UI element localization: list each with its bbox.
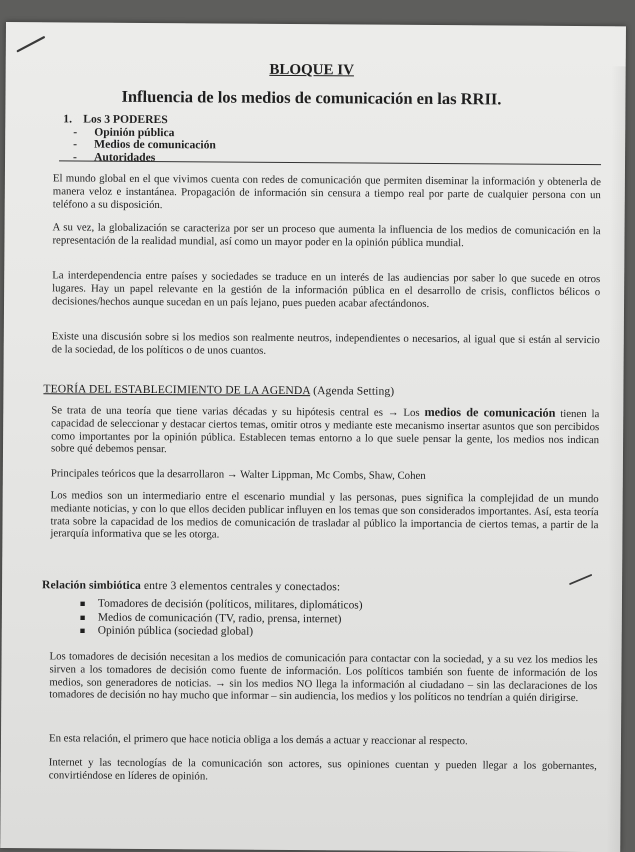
list-item: ■ Medios de comunicación (TV, radio, prensa, internet) [79, 611, 342, 625]
list-item: ■ Opinión pública (sociedad global) [79, 624, 254, 638]
symbiotic-paragraph-1: Los tomadores de decisión necesitan a los medios de comunicación para contactar con la sociedad, y a su vez los medios les sirven a los tomadores de decisión como fuente de información. Los políticos también son fuente de información de los medios, son generadores de noticias. → sin los medios NO llega la información al ciudadano – sin las declaraciones de los tomadores de decisión no hay mucho que informar – sin audiencia, los medios y los políticos no tendrían a quién dirigirse. [49, 650, 598, 705]
list-item: - Autoridades [73, 150, 156, 164]
poderes-number: 1. [63, 112, 73, 126]
poderes-list [63, 113, 216, 164]
symbiotic-heading: Relación simbiótica entre 3 elementos centrales y conectados: [42, 578, 341, 594]
symbiotic-list [80, 598, 363, 641]
intro-paragraph-2: A su vez, la globalización se caracteriza por ser un proceso que aumenta la influencia de los medios de comunicación en la representación de la realidad mundial, así como un mayor poder en la opinión pública mundial. [52, 221, 601, 249]
page-title: Influencia de los medios de comunicación en las RRII. [121, 86, 502, 109]
document-body [34, 22, 601, 783]
agenda-paragraph-2: Principales teóricos que la desarrollaron → Walter Lippman, Mc Combs, Shaw, Cohen [50, 467, 426, 482]
paper-sheet [0, 22, 626, 852]
paper-edge-shadow [606, 66, 625, 852]
agenda-heading: TEORÍA DEL ESTABLECIMIENTO DE LA AGENDA (Agenda Setting) [43, 382, 395, 398]
list-item: - Medios de comunicación [73, 137, 216, 152]
symbiotic-paragraph-2: En esta relación, el primero que hace noticia obliga a los demás a actuar y reaccionar al respecto. [48, 732, 468, 748]
block-label: BLOQUE IV [269, 61, 355, 79]
pencil-tick-mark-middle [568, 571, 594, 587]
agenda-paragraph-1: Se trata de una teoría que tiene varias décadas y su hipótesis central es → Los medios de comunicación tienen la capacidad de seleccionar y destacar ciertos temas, omitir otros y mediante este mecanismo insertar asuntos que son percibidos como importantes por la opinión pública. Establecen temas entorno a lo que suele pensar la gente, los medios nos indican sobre qué debemos pensar. [50, 404, 600, 456]
symbiotic-paragraph-3: Internet y las tecnologías de la comunicación son actores, sus opiniones cuentan y pueden llegar a los gobernantes, convirtiéndose en líderes de opinión. [48, 756, 597, 783]
list-item: ■ Tomadores de decisión (políticos, militares, diplomáticos) [79, 597, 363, 612]
intro-paragraph-1: El mundo global en el que vivimos cuenta con redes de comunicación que permiten diseminar la información y obtenerla de manera veloz e instantánea. Propagación de información sin censura a tiempo real por parte de cualquier persona con un teléfono a su disposición. [52, 172, 601, 211]
poderes-heading: Los 3 PODERES [83, 112, 168, 127]
intro-paragraph-4: Existe una discusión sobre si los medios son realmente neutros, independientes o necesarios, al igual que si están al servicio de la sociedad, de los políticos o de unos cuantos. [51, 330, 600, 357]
list-item: - Opinión pública [73, 125, 175, 139]
agenda-paragraph-3: Los medios son un intermediario entre el escenario mundial y las personas, pues significa la complejidad de un mundo mediante noticias, y con lo que ellos deciden publicar influyen en los temas que son considerados importantes. Así, esta teoría trata sobre la capacidad de los medios de comunicación de trasladar al público la importancia de ciertos temas, a partir de la jerarquía informativa que se les otorga. [50, 489, 599, 541]
pencil-tick-mark-top [16, 34, 48, 54]
intro-paragraph-3: La interdependencia entre países y sociedades se traduce en un interés de las audiencias por saber lo que sucede en otros lugares. Hay un papel relevante en la gestión de la información pública en el desarrollo de crisis, conflictos bélicos o decisiones/hechos aunque sucedan en un país lejano, pues pueden acabar afectándonos. [52, 269, 601, 310]
